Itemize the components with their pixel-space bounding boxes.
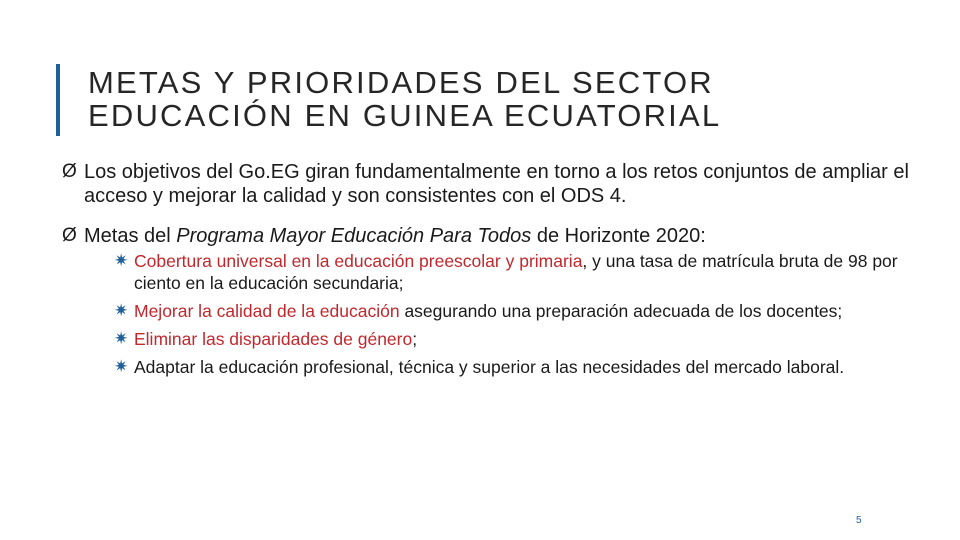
sub-item-gender [114,328,904,350]
asterisk-bullet-icon: ✷ [114,251,129,270]
page-number: 5 [856,515,862,526]
title-accent-bar [56,64,60,136]
sub-item-text: , y una tasa de matrícula bruta de 98 por ciento en la educación secundaria; [134,251,898,293]
slide-title-line-1: METAS Y PRIORIDADES DEL SECTOR [88,65,714,100]
sub-item-highlight: Mejorar la calidad de la educación [134,301,400,321]
sub-item-text: Adaptar la educación profesional, técnica y superior a las necesidades del mercado laboral. [134,357,845,377]
bullet-objectives-text: Los objetivos del Go.EG giran fundamentalmente en torno a los retos conjuntos de ampliar el acceso y mejorar la calidad y son consistentes con el ODS 4. [84,161,909,207]
sub-item-text: asegurando una preparación adecuada de los docentes; [399,301,843,321]
asterisk-bullet-icon: ✷ [114,329,129,348]
bullet-goals-text-start: Metas del [84,225,177,247]
bullet-goals [62,224,922,248]
asterisk-bullet-icon: ✷ [114,357,129,376]
slide-title-line-2: EDUCACIÓN EN GUINEA ECUATORIAL [88,98,722,133]
sub-item-labor-market [114,356,904,378]
sub-item-text: ; [412,329,418,349]
slide-content [62,160,922,384]
sub-item-quality [114,300,904,322]
goals-sub-list [62,250,904,378]
slide-title [88,66,928,132]
program-name: Programa Mayor Educación Para Todos [176,225,532,247]
asterisk-bullet-icon: ✷ [114,301,129,320]
arrow-bullet-icon: Ø [62,161,77,182]
bullet-goals-text-end: de Horizonte 2020: [531,225,706,247]
arrow-bullet-icon: Ø [62,225,77,246]
bullet-objectives [62,160,922,208]
sub-item-highlight: Eliminar las disparidades de género [134,329,413,349]
sub-item-highlight: Cobertura universal en la educación preescolar y primaria [134,251,583,271]
sub-item-coverage [114,250,904,294]
